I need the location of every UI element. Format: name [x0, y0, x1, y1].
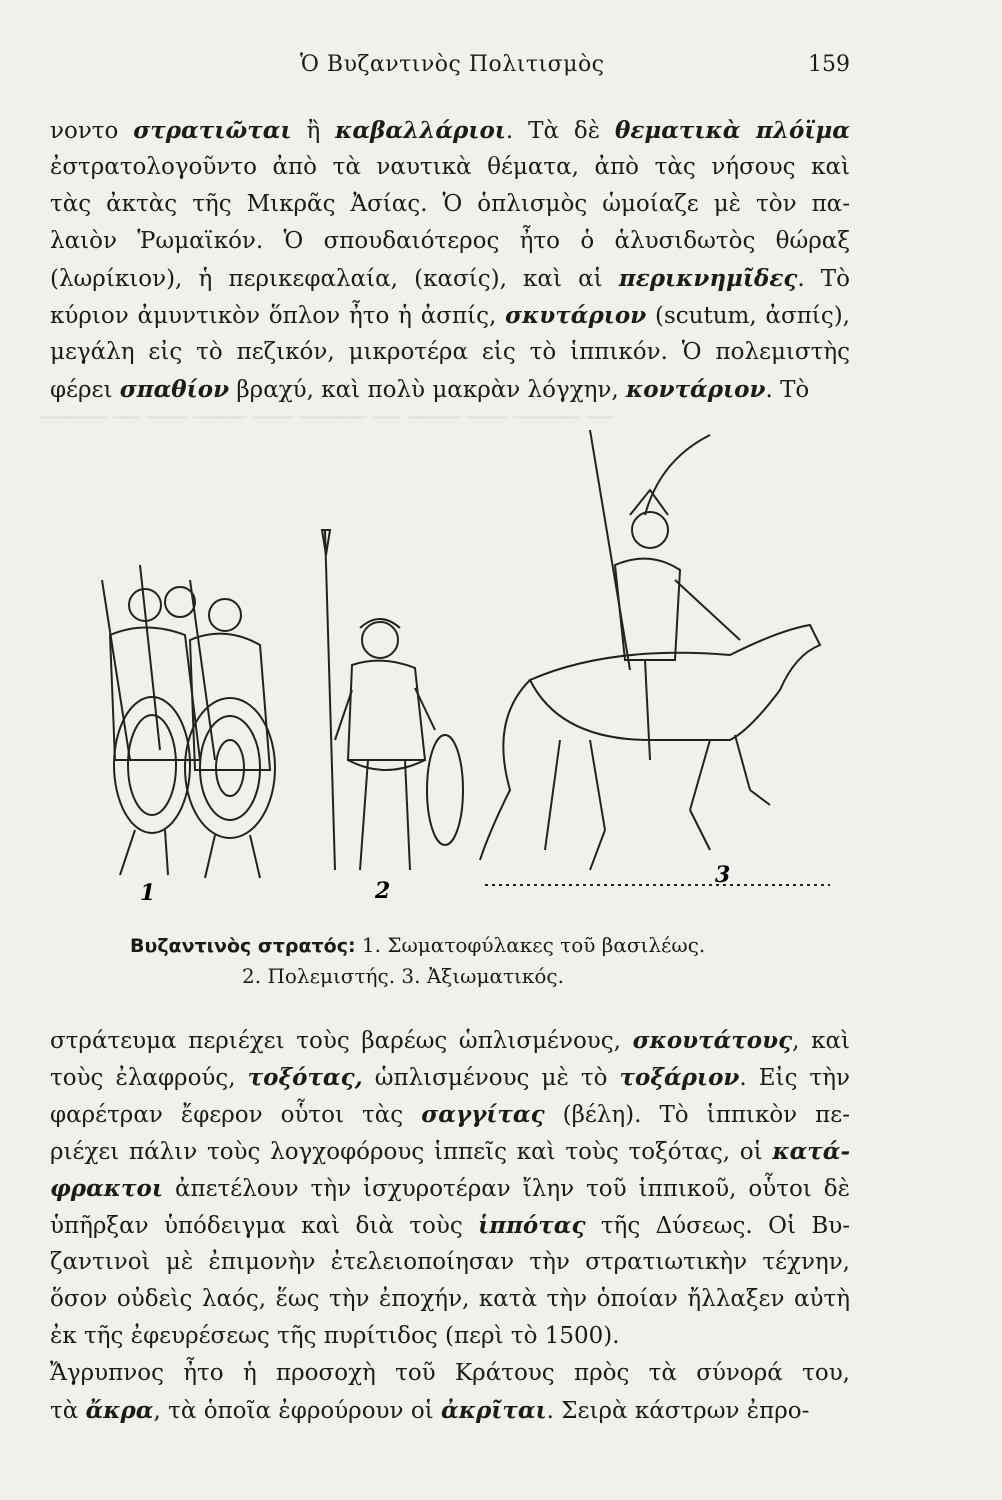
text-run: . Εἰς τὴν — [739, 1065, 850, 1091]
emphasized-term: σκυτάριον — [505, 302, 647, 329]
caption-text-1: 1. Σωματοφύλακες τοῦ βασιλέως. — [355, 933, 706, 957]
text-line — [50, 1207, 850, 1244]
text-line — [50, 1392, 850, 1429]
emphasized-term: ἱππότας — [478, 1212, 586, 1239]
emphasized-term: σπαθίον — [119, 376, 230, 403]
figure-caption — [130, 930, 830, 992]
text-run: τὰ — [50, 1398, 86, 1424]
page-number: 159 — [808, 52, 850, 77]
text-line — [50, 1133, 850, 1170]
caption-line-2: 2. Πολεμιστής. 3. Ἀξιωματικός. — [242, 964, 564, 988]
officer-on-horse-figure — [480, 430, 830, 885]
text-line — [50, 1170, 850, 1207]
emphasized-term: σαγγίτας — [421, 1101, 545, 1128]
figure-label-1: 1 — [140, 880, 156, 906]
text-line — [50, 1096, 850, 1133]
text-line — [50, 371, 850, 408]
caption-title: Βυζαντινὸς στρατός: — [130, 935, 356, 957]
page-header — [50, 52, 850, 86]
text-line — [50, 1022, 850, 1059]
text-line — [50, 112, 850, 149]
text-run: κύριον ἀμυντικὸν ὅπλον ἦτο ἡ ἀσπίς, — [50, 303, 506, 329]
text-line — [50, 334, 850, 371]
text-line — [50, 297, 850, 334]
text-run: ὅσον οὐδεὶς λαός, ἕως τὴν ἐποχήν, κατὰ τὴν ὁποίαν ἤλλαξεν αὐτὴ — [50, 1286, 850, 1312]
text-run: . Σειρὰ κάστρων ἐπρο- — [546, 1398, 810, 1424]
text-run: τὰς ἀκτὰς τῆς Μικρᾶς Ἀσίας. Ὁ ὁπλισμὸς ὡμοίαζε μὲ τὸν πα- — [50, 191, 850, 217]
emphasized-term: τοξάριον — [619, 1064, 740, 1091]
paragraph-top — [50, 112, 850, 408]
text-run: λαιὸν Ῥωμαϊκόν. Ὁ σπουδαιότερος ἦτο ὁ ἁλυσιδωτὸς θώραξ — [50, 228, 850, 254]
text-run: (βέλη). Τὸ ἱππικὸν πε- — [544, 1102, 850, 1128]
emphasized-term: φρακτοι — [50, 1175, 163, 1202]
emphasized-term: κατά- — [772, 1138, 850, 1165]
text-run: ἀπετέλουν τὴν ἰσχυροτέραν ἴλην τοῦ ἱππικοῦ, οὗτοι δὲ — [163, 1176, 850, 1202]
text-run: . Τὸ — [797, 266, 850, 292]
emphasized-term: θεματικὰ πλόϊμα — [615, 117, 850, 144]
caption-line-1 — [130, 930, 830, 961]
guards-figure — [102, 565, 275, 878]
text-line — [50, 149, 850, 186]
emphasized-term: περικνημῖδες — [618, 265, 798, 292]
emphasized-term: κοντάριον — [626, 376, 766, 403]
text-run: ζαντινοὶ μὲ ἐπιμονὴν ἐτελειοποίησαν τὴν στρατιωτικὴν τέχνην, — [50, 1249, 850, 1275]
text-run: βραχύ, καὶ πολὺ μακρὰν λόγχην, — [229, 377, 627, 403]
emphasized-term: καβαλλάριοι — [335, 117, 506, 144]
text-run: τῆς Δύσεως. Οἱ Βυ- — [585, 1213, 850, 1239]
text-line — [50, 186, 850, 223]
warrior-figure — [322, 530, 463, 870]
text-line — [50, 1318, 850, 1355]
text-run: ὑπῆρξαν ὑπόδειγμα καὶ διὰ τοὺς — [50, 1213, 479, 1239]
emphasized-term: ἀκρῖται — [441, 1397, 547, 1424]
text-run: , καὶ — [792, 1028, 850, 1054]
figure-label-3: 3 — [715, 862, 731, 888]
emphasized-term: ἄκρα — [85, 1397, 154, 1424]
text-run: νοντο — [50, 118, 134, 144]
figure-label-2: 2 — [375, 878, 391, 904]
text-run: , τὰ ὁποῖα ἐφρούρουν οἱ — [153, 1398, 441, 1424]
text-run: . Τὰ δὲ — [505, 118, 616, 144]
emphasized-term: τοξότας, — [247, 1064, 363, 1091]
text-line — [50, 1059, 850, 1096]
army-engraving — [90, 430, 850, 910]
text-run: ἐστρατολογοῦντο ἀπὸ τὰ ναυτικὰ θέματα, ἀπὸ τὰς νήσους καὶ — [50, 154, 850, 180]
text-run: τοὺς ἐλαφρούς, — [50, 1065, 248, 1091]
text-run: . Τὸ — [765, 377, 810, 403]
bleed-through-texture: ───── ── ─── ──── ─── ───── ── ──── ─── ───── ── — [40, 406, 614, 431]
text-run: στράτευμα περιέχει τοὺς βαρέως ὡπλισμένους, — [50, 1028, 633, 1054]
text-run: ἐκ τῆς ἐφευρέσεως τῆς πυρίτιδος (περὶ τὸ 1500). — [50, 1323, 620, 1349]
byzantine-army-illustration — [90, 430, 850, 910]
text-line — [50, 260, 850, 297]
running-title: Ὁ Βυζαντινὸς Πολιτισμὸς — [300, 52, 605, 77]
text-run: μεγάλη εἰς τὸ πεζικόν, μικροτέρα εἰς τὸ ἱππικόν. Ὁ πολεμιστὴς — [50, 339, 850, 365]
text-run: (scutum, ἀσπίς), — [646, 303, 850, 329]
text-line — [50, 1244, 850, 1281]
text-run: Ἄγρυπνος ἦτο ἡ προσοχὴ τοῦ Κράτους πρὸς τὰ σύνορά του, — [50, 1360, 850, 1386]
text-run: φέρει — [50, 377, 120, 403]
text-run: ὡπλισμένους μὲ τὸ — [362, 1065, 620, 1091]
text-run: φαρέτραν ἔφερον οὗτοι τὰς — [50, 1102, 422, 1128]
emphasized-term: στρατιῶται — [133, 117, 292, 144]
text-line — [50, 1281, 850, 1318]
text-line — [50, 1355, 850, 1392]
text-run: ριέχει πάλιν τοὺς λογχοφόρους ἱππεῖς καὶ τοὺς τοξότας, οἱ — [50, 1139, 773, 1165]
text-line — [50, 223, 850, 260]
text-run: (λωρίκιον), ἡ περικεφαλαία, (κασίς), καὶ αἱ — [50, 266, 619, 292]
text-run: ἢ — [291, 118, 336, 144]
paragraph-bottom — [50, 1022, 850, 1429]
emphasized-term: σκουτάτους — [632, 1027, 793, 1054]
